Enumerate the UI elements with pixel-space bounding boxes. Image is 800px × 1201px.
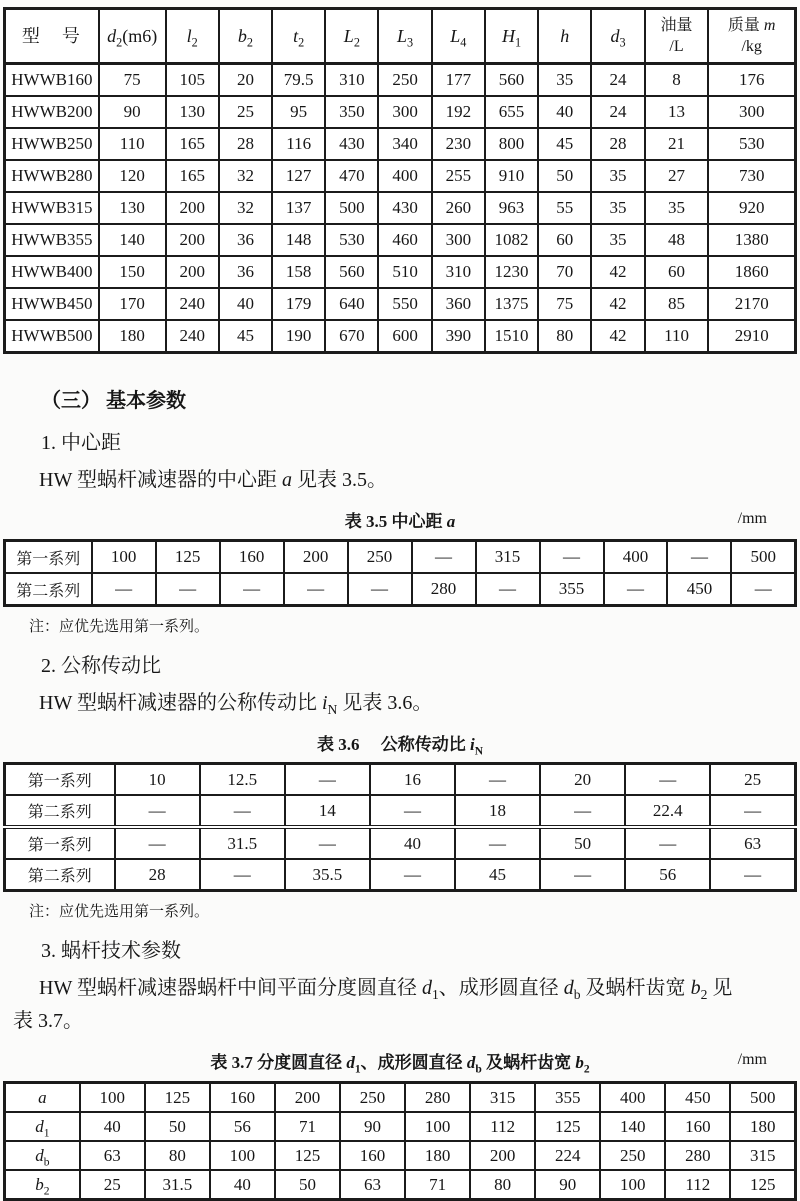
- table-row: [5, 160, 796, 192]
- cell: 63: [80, 1141, 145, 1170]
- cell: 192: [432, 96, 485, 128]
- cell: —: [604, 573, 668, 606]
- cell: 430: [378, 192, 431, 224]
- cell: 55: [538, 192, 591, 224]
- table-row: [5, 96, 796, 128]
- cell: 70: [538, 256, 591, 288]
- column-header: $d_3$: [591, 9, 644, 64]
- cell: 180: [730, 1112, 795, 1141]
- header-row: [5, 9, 796, 64]
- cell: 21: [645, 128, 709, 160]
- cell: 300: [708, 96, 795, 128]
- table35-caption: 表 3.5 中心距 a: [344, 512, 456, 531]
- cell: 655: [485, 96, 538, 128]
- column-header: $l_2$: [166, 9, 219, 64]
- row-label: $d_1$: [5, 1112, 80, 1141]
- cell: 40: [538, 96, 591, 128]
- cell: 35.5: [285, 859, 370, 891]
- cell: 50: [145, 1112, 210, 1141]
- cell: 450: [665, 1083, 730, 1113]
- cell: 176: [708, 64, 795, 97]
- cell: 280: [405, 1083, 470, 1113]
- cell: 40: [80, 1112, 145, 1141]
- cell: 35: [645, 192, 709, 224]
- row-label: HWWB280: [5, 160, 99, 192]
- cell: 60: [645, 256, 709, 288]
- cell: —: [667, 541, 731, 574]
- cell: 80: [470, 1170, 535, 1200]
- table36-caption: 表 3.6 公称传动比 $i_N$: [316, 735, 484, 758]
- cell: 2910: [708, 320, 795, 353]
- cell: 250: [340, 1083, 405, 1113]
- reducer-dimensions-table: [3, 7, 797, 354]
- table-row: [5, 320, 796, 353]
- cell: 1375: [485, 288, 538, 320]
- cell: 125: [730, 1170, 795, 1200]
- cell: 116: [272, 128, 325, 160]
- cell: 35: [591, 192, 644, 224]
- cell: —: [540, 859, 625, 891]
- cell: 240: [166, 320, 219, 353]
- cell: 315: [730, 1141, 795, 1170]
- cell: 250: [348, 541, 412, 574]
- cell: 105: [166, 64, 219, 97]
- cell: 100: [405, 1112, 470, 1141]
- cell: —: [156, 573, 220, 606]
- table-row: [5, 224, 796, 256]
- cell: 280: [412, 573, 476, 606]
- cell: 110: [645, 320, 709, 353]
- cell: 130: [166, 96, 219, 128]
- cell: 315: [470, 1083, 535, 1113]
- cell: 32: [219, 192, 272, 224]
- cell: 60: [538, 224, 591, 256]
- cell: 450: [667, 573, 731, 606]
- cell: 560: [325, 256, 378, 288]
- cell: —: [220, 573, 284, 606]
- cell: —: [115, 827, 200, 859]
- cell: 100: [600, 1170, 665, 1200]
- cell: 127: [272, 160, 325, 192]
- cell: 100: [92, 541, 156, 574]
- cell: 25: [219, 96, 272, 128]
- row-label: 第二系列: [5, 859, 115, 891]
- row-label: $b_2$: [5, 1170, 80, 1200]
- row-label: 第二系列: [5, 795, 115, 827]
- cell: 200: [166, 192, 219, 224]
- column-header: $L_2$: [325, 9, 378, 64]
- cell: —: [284, 573, 348, 606]
- paragraph-worm-parameters: HW 型蜗杆减速器蜗杆中间平面分度圆直径 $d_1$、成形圆直径 $d_b$ 及蜗杆齿宽 $b_2$ 见 表 3.7。: [13, 977, 733, 1032]
- cell: 1230: [485, 256, 538, 288]
- cell: 165: [166, 128, 219, 160]
- cell: 31.5: [200, 827, 285, 859]
- subsection-nominal-ratio: 2. 公称传动比: [41, 655, 161, 677]
- cell: 90: [340, 1112, 405, 1141]
- cell: 150: [99, 256, 166, 288]
- table-row: [5, 1141, 796, 1170]
- table-row: [5, 795, 796, 827]
- cell: 71: [275, 1112, 340, 1141]
- cell: 35: [591, 224, 644, 256]
- cell: 170: [99, 288, 166, 320]
- cell: 40: [219, 288, 272, 320]
- cell: 160: [210, 1083, 275, 1113]
- cell: 510: [378, 256, 431, 288]
- row-label: HWWB450: [5, 288, 99, 320]
- cell: 45: [219, 320, 272, 353]
- cell: 48: [645, 224, 709, 256]
- cell: 400: [604, 541, 668, 574]
- cell: 355: [535, 1083, 600, 1113]
- table35-note: 注：应优先选用第一系列。: [29, 619, 210, 635]
- cell: 100: [210, 1141, 275, 1170]
- column-header: 油量 /L: [645, 9, 709, 64]
- table37-caption: 表 3.7 分度圆直径 $d_1$、成形圆直径 $d_b$ 及蜗杆齿宽 $b_2$: [210, 1053, 590, 1076]
- cell: 28: [115, 859, 200, 891]
- cell: 460: [378, 224, 431, 256]
- cell: 8: [645, 64, 709, 97]
- row-label: $d_b$: [5, 1141, 80, 1170]
- cell: —: [476, 573, 540, 606]
- table36-note: 注：应优先选用第一系列。: [29, 904, 210, 920]
- cell: 36: [219, 224, 272, 256]
- row-label: 第一系列: [5, 764, 115, 796]
- cell: 50: [540, 827, 625, 859]
- cell: 85: [645, 288, 709, 320]
- cell: 2170: [708, 288, 795, 320]
- cell: 360: [432, 288, 485, 320]
- column-header: $b_2$: [219, 9, 272, 64]
- cell: 250: [378, 64, 431, 97]
- row-label: 第一系列: [5, 827, 115, 859]
- cell: 40: [210, 1170, 275, 1200]
- table36-caption-row: [3, 732, 797, 757]
- cell: 179: [272, 288, 325, 320]
- table-row: [5, 256, 796, 288]
- row-label: HWWB250: [5, 128, 99, 160]
- table-row: [5, 541, 796, 574]
- cell: 56: [210, 1112, 275, 1141]
- cell: 200: [284, 541, 348, 574]
- paragraph-center-distance: HW 型蜗杆减速器的中心距 a 见表 3.5。: [39, 469, 387, 491]
- table-row: [5, 827, 796, 859]
- cell: 470: [325, 160, 378, 192]
- cell: 180: [99, 320, 166, 353]
- cell: 125: [535, 1112, 600, 1141]
- cell: 158: [272, 256, 325, 288]
- cell: 32: [219, 160, 272, 192]
- cell: 71: [405, 1170, 470, 1200]
- cell: 600: [378, 320, 431, 353]
- cell: 112: [470, 1112, 535, 1141]
- cell: —: [200, 859, 285, 891]
- cell: 224: [535, 1141, 600, 1170]
- cell: 31.5: [145, 1170, 210, 1200]
- table-row: [5, 1170, 796, 1200]
- cell: 500: [730, 1083, 795, 1113]
- cell: 140: [99, 224, 166, 256]
- cell: —: [200, 795, 285, 827]
- cell: 190: [272, 320, 325, 353]
- cell: 50: [538, 160, 591, 192]
- row-label: a: [5, 1083, 80, 1113]
- cell: 36: [219, 256, 272, 288]
- row-label: 第一系列: [5, 541, 92, 574]
- column-header: $L_4$: [432, 9, 485, 64]
- column-header: $H_1$: [485, 9, 538, 64]
- cell: 63: [710, 827, 795, 859]
- cell: 35: [591, 160, 644, 192]
- cell: 14: [285, 795, 370, 827]
- cell: —: [370, 795, 455, 827]
- row-label: HWWB500: [5, 320, 99, 353]
- cell: 13: [645, 96, 709, 128]
- cell: 350: [325, 96, 378, 128]
- cell: 100: [80, 1083, 145, 1113]
- cell: 560: [485, 64, 538, 97]
- cell: 670: [325, 320, 378, 353]
- cell: 300: [432, 224, 485, 256]
- subsection-worm-parameters: 3. 蜗杆技术参数: [41, 940, 181, 962]
- cell: 45: [455, 859, 540, 891]
- table37-caption-row: [3, 1050, 797, 1075]
- cell: —: [285, 764, 370, 796]
- cell: —: [455, 764, 540, 796]
- cell: 12.5: [200, 764, 285, 796]
- column-header: $t_2$: [272, 9, 325, 64]
- cell: —: [710, 859, 795, 891]
- cell: 75: [99, 64, 166, 97]
- cell: 28: [591, 128, 644, 160]
- cell: 160: [220, 541, 284, 574]
- cell: 255: [432, 160, 485, 192]
- cell: 310: [325, 64, 378, 97]
- table-row: [5, 573, 796, 606]
- cell: 920: [708, 192, 795, 224]
- table-row: [5, 64, 796, 97]
- cell: 1510: [485, 320, 538, 353]
- cell: 112: [665, 1170, 730, 1200]
- cell: 177: [432, 64, 485, 97]
- cell: 1082: [485, 224, 538, 256]
- cell: 240: [166, 288, 219, 320]
- table37-unit-label: /mm: [737, 1051, 767, 1068]
- cell: 125: [275, 1141, 340, 1170]
- cell: 180: [405, 1141, 470, 1170]
- cell: 35: [538, 64, 591, 97]
- cell: —: [370, 859, 455, 891]
- row-label: 第二系列: [5, 573, 92, 606]
- cell: 27: [645, 160, 709, 192]
- cell: 910: [485, 160, 538, 192]
- cell: 20: [219, 64, 272, 97]
- paragraph-nominal-ratio: HW 型蜗杆减速器的公称传动比 $i_N$ 见表 3.6。: [39, 692, 433, 717]
- cell: 125: [156, 541, 220, 574]
- row-label: HWWB160: [5, 64, 99, 97]
- cell: 400: [600, 1083, 665, 1113]
- cell: 25: [710, 764, 795, 796]
- cell: —: [625, 764, 710, 796]
- cell: 340: [378, 128, 431, 160]
- cell: —: [115, 795, 200, 827]
- column-header: h: [538, 9, 591, 64]
- cell: 160: [340, 1141, 405, 1170]
- cell: 280: [665, 1141, 730, 1170]
- cell: 42: [591, 288, 644, 320]
- table-row: [5, 192, 796, 224]
- cell: 730: [708, 160, 795, 192]
- cell: 310: [432, 256, 485, 288]
- row-label: HWWB315: [5, 192, 99, 224]
- cell: 530: [325, 224, 378, 256]
- table-row: [5, 1083, 796, 1113]
- table-row: [5, 288, 796, 320]
- cell: 500: [325, 192, 378, 224]
- cell: —: [540, 541, 604, 574]
- cell: 1380: [708, 224, 795, 256]
- cell: —: [92, 573, 156, 606]
- cell: 10: [115, 764, 200, 796]
- cell: 90: [535, 1170, 600, 1200]
- cell: 300: [378, 96, 431, 128]
- cell: 430: [325, 128, 378, 160]
- table-row: [5, 128, 796, 160]
- cell: —: [412, 541, 476, 574]
- cell: 400: [378, 160, 431, 192]
- table35-unit-label: /mm: [737, 510, 767, 527]
- cell: 45: [538, 128, 591, 160]
- cell: 110: [99, 128, 166, 160]
- cell: 22.4: [625, 795, 710, 827]
- cell: 800: [485, 128, 538, 160]
- cell: —: [540, 795, 625, 827]
- row-label: HWWB400: [5, 256, 99, 288]
- cell: 80: [538, 320, 591, 353]
- cell: 200: [166, 256, 219, 288]
- cell: 75: [538, 288, 591, 320]
- cell: 963: [485, 192, 538, 224]
- nominal-ratio-table: [3, 762, 797, 892]
- table-row: [5, 859, 796, 891]
- row-label: HWWB355: [5, 224, 99, 256]
- cell: 550: [378, 288, 431, 320]
- cell: 148: [272, 224, 325, 256]
- cell: 230: [432, 128, 485, 160]
- column-header: $L_3$: [378, 9, 431, 64]
- cell: 80: [145, 1141, 210, 1170]
- cell: —: [285, 827, 370, 859]
- cell: 315: [476, 541, 540, 574]
- cell: 260: [432, 192, 485, 224]
- cell: 16: [370, 764, 455, 796]
- cell: 20: [540, 764, 625, 796]
- cell: 95: [272, 96, 325, 128]
- cell: 120: [99, 160, 166, 192]
- cell: 50: [275, 1170, 340, 1200]
- cell: —: [455, 827, 540, 859]
- cell: 1860: [708, 256, 795, 288]
- cell: 25: [80, 1170, 145, 1200]
- cell: 530: [708, 128, 795, 160]
- column-header: 型 号: [5, 9, 99, 64]
- cell: —: [348, 573, 412, 606]
- cell: 40: [370, 827, 455, 859]
- cell: 18: [455, 795, 540, 827]
- table35-caption-row: [3, 509, 797, 534]
- cell: 79.5: [272, 64, 325, 97]
- table-row: [5, 764, 796, 796]
- cell: 200: [166, 224, 219, 256]
- worm-diameter-width-table: [3, 1081, 797, 1201]
- cell: 200: [275, 1083, 340, 1113]
- cell: —: [710, 795, 795, 827]
- cell: 500: [731, 541, 795, 574]
- cell: 24: [591, 64, 644, 97]
- column-header: 质量 m /kg: [708, 9, 795, 64]
- cell: 640: [325, 288, 378, 320]
- cell: 137: [272, 192, 325, 224]
- cell: 42: [591, 320, 644, 353]
- cell: 28: [219, 128, 272, 160]
- cell: 390: [432, 320, 485, 353]
- section-heading-basic-parameters: （三） 基本参数: [41, 390, 186, 412]
- cell: 130: [99, 192, 166, 224]
- row-label: HWWB200: [5, 96, 99, 128]
- cell: 250: [600, 1141, 665, 1170]
- cell: 56: [625, 859, 710, 891]
- cell: 125: [145, 1083, 210, 1113]
- cell: 140: [600, 1112, 665, 1141]
- cell: 63: [340, 1170, 405, 1200]
- cell: 24: [591, 96, 644, 128]
- column-header: $d_2(m6)$: [99, 9, 166, 64]
- cell: —: [625, 827, 710, 859]
- cell: 200: [470, 1141, 535, 1170]
- center-distance-table: [3, 539, 797, 607]
- cell: 160: [665, 1112, 730, 1141]
- subsection-center-distance: 1. 中心距: [41, 432, 121, 454]
- cell: 90: [99, 96, 166, 128]
- cell: 165: [166, 160, 219, 192]
- cell: 355: [540, 573, 604, 606]
- cell: 42: [591, 256, 644, 288]
- cell: —: [731, 573, 795, 606]
